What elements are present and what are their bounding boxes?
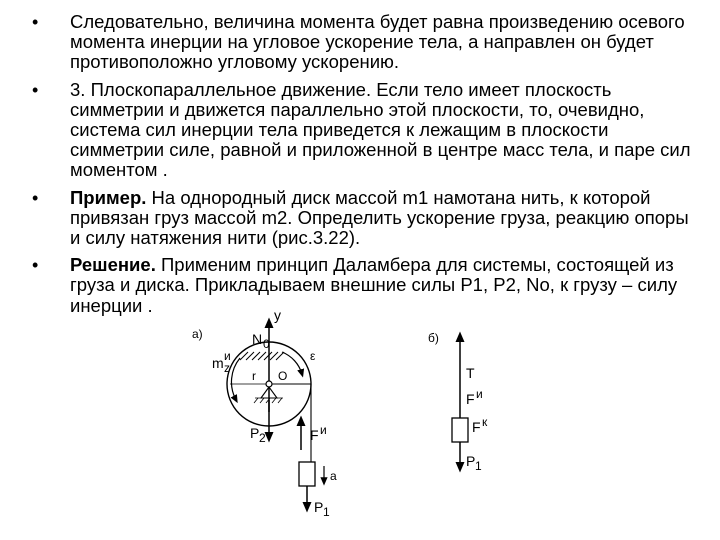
bullet-dot: • [32, 187, 39, 208]
label-r: r [252, 369, 256, 383]
bullet-dot: • [32, 79, 39, 100]
label-p1: P [314, 499, 324, 515]
label-p1b-sub: 1 [475, 459, 482, 473]
label-p2: P [250, 425, 260, 441]
label-p2-sub: 2 [259, 431, 266, 445]
bullet-item [30, 188, 700, 249]
bullet-text: Следовательно, величина момента будет равна произведению осевого момента инерции на угловое ускорение тела, а направлен он будет противоположно угловому ускорению. [70, 11, 685, 73]
bullet-bold: Решение. [70, 254, 156, 276]
label-p1-sub: 1 [323, 505, 330, 519]
label-epsilon: ε [310, 349, 316, 363]
label-m2-sup: и [224, 349, 231, 363]
label-p1b: P [466, 453, 476, 469]
label-a-acc: a [330, 469, 337, 483]
label-y: y [274, 307, 281, 323]
label-t: T [466, 365, 475, 381]
label-fi-sup: и [320, 423, 327, 437]
label-fi-b: F [466, 391, 475, 407]
bullet-item [30, 80, 700, 181]
figure-3-22 [170, 300, 690, 535]
label-fi: F [310, 427, 319, 443]
bullet-item [30, 12, 700, 73]
bullet-list [30, 12, 700, 323]
label-n0-sub: 0 [263, 337, 270, 351]
bullet-dot: • [32, 255, 39, 276]
bullet-text: Применим принцип Даламбера для системы, состоящей из груза и диска. Прикладываем внешние силы P1, P2, No, к грузу – силу инерции . [70, 254, 678, 316]
label-fk-sup: к [482, 415, 488, 429]
label-m2-sub: z [224, 361, 230, 375]
bullet-dot: • [32, 12, 39, 32]
support-hatch [240, 352, 284, 360]
label-a: а) [192, 327, 203, 341]
load-block-b [452, 418, 468, 442]
label-n0: N [252, 331, 263, 347]
label-o: O [278, 369, 288, 383]
label-fi-b-sup: и [476, 387, 483, 401]
bullet-text: 3. Плоскопараллельное движение. Если тело имеет плоскость симметрии и движется параллельно этой плоскости, то, очевидно, система сил инерции тела приведется к лежащим в плоскости симметрии силе, равной и приложенной в центре масс тела, и паре сил моментом . [70, 78, 691, 181]
moment-arc [231, 358, 240, 400]
bullet-text: На однородный диск массой m1 намотана нить, к которой привязан груз массой m2. Определить ускорение груза, реакцию опоры и силу натяжения нити (рис.3.22). [70, 186, 689, 249]
label-fk: F [472, 419, 481, 435]
label-m2: m [212, 355, 224, 371]
figure-svg [170, 300, 690, 535]
load-block [299, 462, 315, 486]
bullet-bold: Пример. [70, 186, 147, 208]
label-b: б) [428, 331, 439, 345]
